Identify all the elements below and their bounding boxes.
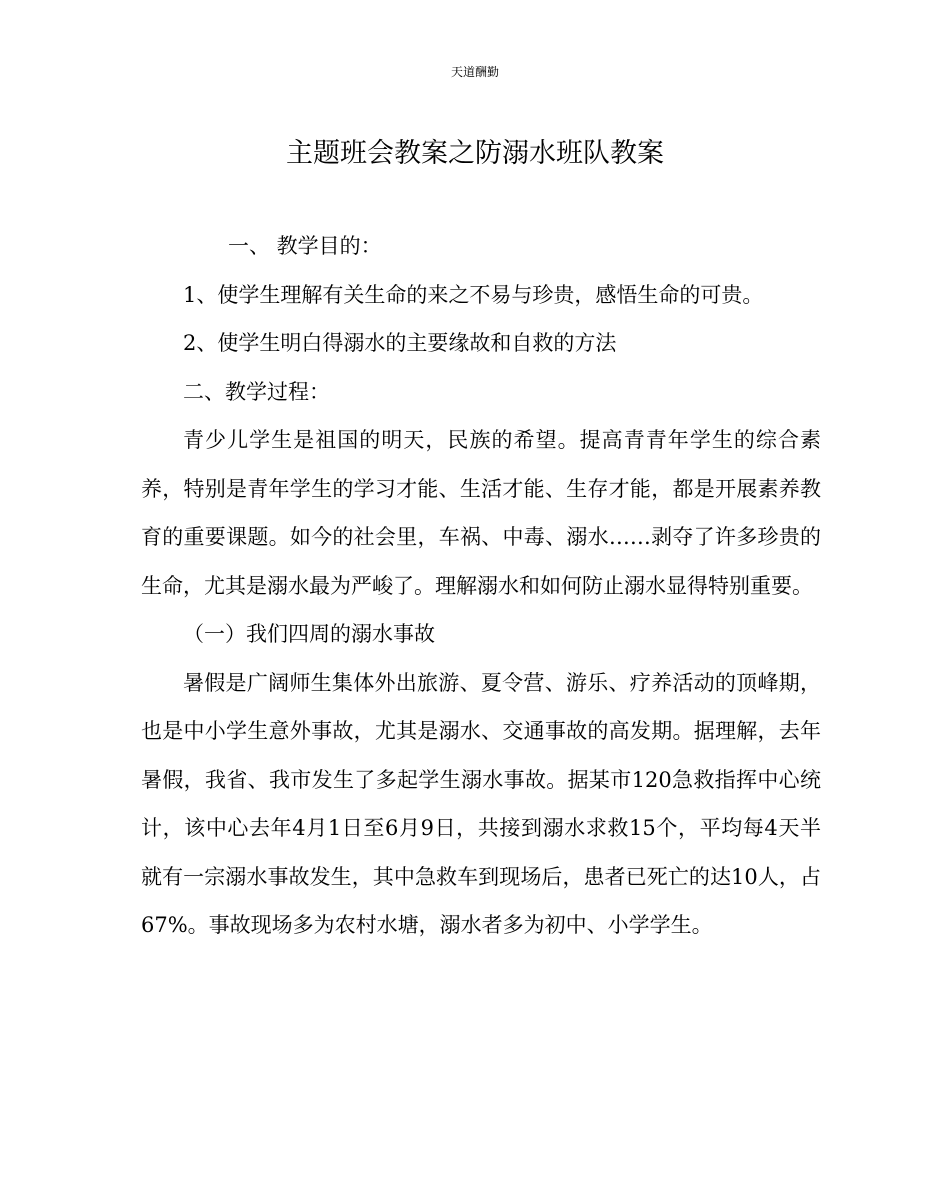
section-heading-teaching-process: 二、教学过程：	[183, 379, 330, 404]
document-body	[141, 222, 821, 950]
goal-item-1: 1、使学生理解有关生命的来之不易与珍贵，感悟生命的可贵。	[183, 282, 764, 307]
page-header: 天道酬勤	[450, 65, 499, 79]
document-title: 主题班会教案之防溺水班队教案	[286, 138, 664, 169]
goal-item-2: 2、使学生明白得溺水的主要缘故和自救的方法	[183, 331, 617, 355]
intro-paragraph: 青少儿学生是祖国的明天，民族的希望。提高青青年学生的综合素养，特别是青年学生的学习才能、生活才能、生存才能，都是开展素养教育的重要课题。如今的社会里，车祸、中毒、溺水……剥夺了许多珍贵的生命，尤其是溺水最为严峻了。理解溺水和如何防止溺水显得特别重要。	[141, 428, 821, 598]
accident-paragraph: 暑假是广阔师生集体外出旅游、夏令营、游乐、疗养活动的顶峰期，也是中小学生意外事故，尤其是溺水、交通事故的高发期。据理解，去年暑假，我省、我市发生了多起学生溺水事故。据某市120急救指挥中心统计，该中心去年4月1日至6月9日，共接到溺水求救15个，平均每4天半就有一宗溺水事故发生，其中急救车到现场后，患者已死亡的达10人，占67%。事故现场多为农村水塘，溺水者多为初中、小学学生。	[141, 670, 821, 937]
subsection-heading-accidents: （一）我们四周的溺水事故	[183, 622, 435, 646]
section-heading-teaching-goals: 一、 教学目的：	[228, 234, 382, 258]
